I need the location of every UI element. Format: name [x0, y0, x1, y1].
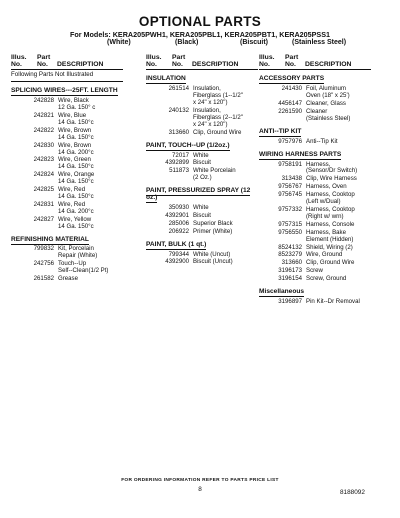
variant-stainless: (Stainless Steel)	[292, 39, 347, 46]
section-title-text: PAINT, PRESSURIZED SPRAY (12 oz.)	[146, 187, 251, 202]
part-row	[259, 222, 371, 229]
part-row	[11, 143, 123, 157]
section-title	[146, 242, 258, 249]
description-line: Harness, Bake	[306, 228, 346, 236]
part-description	[306, 139, 371, 146]
description-line: Harness, Console	[306, 220, 355, 228]
part-number: 4456147	[278, 100, 302, 108]
part-number: 3196897	[278, 297, 302, 305]
header-row-2	[11, 61, 123, 68]
description-line: Harness, Cooktop	[306, 191, 355, 199]
part-row	[259, 184, 371, 191]
description-line: Cleaner	[306, 108, 328, 116]
description-line: Harness, Cooktop	[306, 206, 355, 213]
part-number: 9758191	[278, 160, 302, 168]
part-row	[146, 229, 258, 236]
part-row	[259, 109, 371, 123]
part-number: 72017	[172, 151, 189, 159]
part-row	[146, 205, 258, 212]
description-line: Self--Clean(1/2 Pt)	[58, 267, 109, 275]
part-description	[58, 202, 123, 216]
part-description	[306, 245, 371, 252]
variant-black: (Black)	[175, 39, 199, 46]
description-line: Grease	[58, 275, 78, 283]
part-number: 242827	[33, 215, 54, 223]
description-line: Wire, Brown	[58, 141, 92, 149]
part-number: 242825	[33, 186, 54, 194]
part-number: 242831	[33, 200, 54, 208]
description-line: Insulation,	[193, 107, 221, 115]
part-row	[146, 86, 258, 107]
description-line: Oven (18" x 25')	[306, 92, 350, 100]
part-number: 9756550	[278, 228, 302, 236]
header-no: No.	[259, 61, 270, 69]
variant-white: (White)	[107, 39, 131, 46]
part-number: 242821	[33, 112, 54, 120]
description-line: Biscuit	[193, 211, 211, 219]
description-line: Wire, Green	[58, 156, 91, 164]
part-number: 8524132	[278, 243, 302, 251]
description-line: Biscuit	[193, 159, 211, 167]
description-line: (2 Oz.)	[193, 174, 212, 182]
description-line: Foil, Aluminum	[306, 85, 346, 93]
part-description	[306, 276, 371, 283]
part-row	[259, 252, 371, 259]
part-number: 4392901	[165, 211, 189, 219]
header-row-1	[146, 54, 258, 61]
part-row	[146, 108, 258, 129]
part-number: 206922	[168, 227, 189, 235]
part-number: 313660	[168, 128, 189, 136]
header-no: No.	[37, 61, 48, 69]
description-line: Clip, Ground Wire	[306, 259, 355, 267]
description-line: Kit, Porcelain	[58, 245, 94, 253]
part-number: 9756745	[278, 191, 302, 199]
section-title	[11, 88, 123, 95]
part-description	[58, 217, 123, 231]
part-row	[259, 101, 371, 108]
header-description: DESCRIPTION	[57, 61, 104, 69]
part-number: 511873	[169, 167, 189, 175]
header-illus: Illus.	[259, 54, 275, 61]
part-number: 261582	[33, 275, 54, 283]
part-description	[193, 153, 258, 160]
description-line: 14 Ga. 150°c	[58, 118, 94, 126]
page-number: 8	[198, 486, 202, 493]
description-line: Touch--Up	[58, 260, 87, 268]
section-title	[259, 289, 371, 296]
part-row	[11, 261, 123, 275]
part-row	[146, 221, 258, 228]
description-line: Clip, Ground Wire	[193, 128, 242, 136]
part-description	[193, 205, 258, 212]
description-line: Primer (White)	[193, 227, 233, 235]
part-description	[193, 168, 258, 182]
description-line: Wire, Blue	[58, 112, 87, 120]
description-line: Harness,	[306, 160, 331, 168]
part-row	[259, 207, 371, 221]
description-line: Insulation,	[193, 85, 221, 93]
part-row	[11, 157, 123, 171]
header-row-2	[259, 61, 371, 68]
part-description	[306, 162, 371, 176]
section-title	[259, 152, 371, 159]
part-number: 313438	[281, 175, 302, 183]
part-number: 242824	[33, 171, 54, 179]
description-line: White	[193, 204, 209, 211]
not-illustrated-note: Following Parts Not Illustrated	[11, 72, 123, 82]
part-number: 241430	[281, 85, 302, 93]
part-row	[259, 139, 371, 146]
section-title-text: REFINISHING MATERIAL	[11, 235, 89, 243]
part-row	[11, 128, 123, 142]
header-part: Part	[172, 54, 186, 61]
part-number: 3196154	[278, 275, 302, 283]
part-description	[58, 113, 123, 127]
part-row	[146, 168, 258, 182]
part-row	[11, 113, 123, 127]
ordering-note: FOR ORDERING INFORMATION REFER TO PARTS PRICE LIST	[121, 478, 279, 483]
page-title: OPTIONAL PARTS	[138, 14, 262, 29]
part-number: 240132	[168, 107, 189, 115]
section-title-text: INSULATION	[146, 75, 186, 83]
part-row	[146, 259, 258, 266]
column-1	[11, 54, 123, 283]
description-line: x 24" x 120")	[193, 99, 228, 107]
part-description	[306, 86, 371, 100]
part-number: 9757976	[278, 137, 302, 145]
description-line: 14 Ga. 150°c	[58, 222, 94, 230]
part-row	[259, 276, 371, 283]
part-description	[193, 108, 258, 129]
description-line: Screw, Ground	[306, 275, 347, 283]
header-illus: Illus.	[146, 54, 162, 61]
description-line: Fiberglass (2--1/2"	[193, 113, 243, 121]
description-line: Fiberglass (1--1/2"	[193, 92, 243, 100]
part-row	[11, 187, 123, 201]
description-line: 12 Ga. 150° c	[58, 104, 96, 112]
part-row	[259, 245, 371, 252]
part-number: 2261590	[278, 108, 302, 116]
part-description	[193, 229, 258, 236]
section-title	[11, 237, 123, 244]
description-line: (Left w/Dual)	[306, 198, 341, 206]
part-row	[146, 153, 258, 160]
part-number: 9757315	[278, 220, 302, 228]
header-no: No.	[11, 61, 22, 69]
part-row	[259, 230, 371, 244]
part-number: 8523279	[278, 251, 302, 259]
part-description	[193, 130, 258, 137]
section-title-text: WIRING HARNESS PARTS	[259, 150, 342, 158]
part-row	[11, 217, 123, 231]
section-title-text: PAINT, TOUCH--UP (1/2oz.)	[146, 141, 230, 149]
part-number: 242756	[33, 260, 54, 268]
part-number: 9756767	[278, 183, 302, 191]
description-line: Wire, Brown	[58, 126, 92, 134]
part-number: 242830	[33, 141, 54, 149]
description-line: Pin Kit--Dr Removal	[306, 297, 360, 305]
header-part: Part	[285, 54, 299, 61]
description-line: Clip, Wire Harness	[306, 175, 357, 183]
section-title	[146, 143, 258, 150]
part-number: 313660	[281, 259, 302, 267]
header-row-1	[11, 54, 123, 61]
part-description	[58, 246, 123, 260]
part-number: 4392900	[165, 258, 189, 266]
part-row	[11, 246, 123, 260]
part-row	[11, 202, 123, 216]
part-row	[259, 299, 371, 306]
part-description	[58, 172, 123, 186]
part-number: 799832	[33, 245, 54, 253]
part-description	[306, 230, 371, 244]
description-line: 14 Ga. 200°c	[58, 207, 94, 215]
part-number: 799344	[168, 250, 189, 258]
part-description	[306, 184, 371, 191]
part-number: 242823	[33, 156, 54, 164]
description-line: Screw	[306, 267, 323, 275]
description-line: 14 Ga. 200°c	[58, 148, 94, 156]
description-line: Wire, Black	[58, 97, 89, 105]
description-line: Biscuit (Uncut)	[193, 258, 233, 266]
part-description	[58, 187, 123, 201]
description-line: Wire, Ground	[306, 251, 343, 259]
description-line: White	[193, 151, 209, 159]
description-line: 14 Ga. 150°c	[58, 133, 94, 141]
section-title	[259, 129, 371, 136]
part-number: 4392899	[165, 159, 189, 167]
header-description: DESCRIPTION	[305, 61, 352, 69]
description-line: White Porcelain	[193, 167, 236, 175]
part-description	[306, 109, 371, 123]
description-line: (Stainless Steel)	[306, 114, 351, 122]
description-line: 14 Ga. 150°c	[58, 163, 94, 171]
part-row	[259, 260, 371, 267]
part-row	[259, 268, 371, 275]
part-description	[306, 268, 371, 275]
part-description	[58, 128, 123, 142]
column-header	[259, 54, 371, 70]
part-number: 242828	[33, 97, 54, 105]
document-number: 8188092	[340, 489, 365, 496]
part-description	[306, 176, 371, 183]
part-row	[11, 172, 123, 186]
part-number: 261514	[168, 85, 189, 93]
part-row	[11, 98, 123, 112]
description-line: Wire, Yellow	[58, 215, 92, 223]
part-row	[146, 252, 258, 259]
description-line: Shield, Wiring (2)	[306, 243, 353, 251]
column-3	[259, 54, 371, 306]
description-line: Cleaner, Glass	[306, 100, 346, 108]
header-no: No.	[146, 61, 157, 69]
part-row	[146, 213, 258, 220]
column-2	[146, 54, 258, 266]
part-row	[259, 162, 371, 176]
header-no: No.	[172, 61, 183, 69]
description-line: x 24" x 120")	[193, 120, 228, 128]
description-line: Anti--Tip Kit	[306, 137, 338, 145]
header-row-1	[259, 54, 371, 61]
section-title-text: Miscellaneous	[259, 288, 305, 296]
part-description	[306, 101, 371, 108]
description-line: Repair (White)	[58, 252, 98, 260]
part-number: 350930	[168, 204, 189, 211]
header-row-2	[146, 61, 258, 68]
description-line: (Sensor/Dr Switch)	[306, 167, 358, 175]
section-title-text: PAINT, BULK (1 qt.)	[146, 240, 207, 248]
part-number: 242822	[33, 126, 54, 134]
part-description	[58, 143, 123, 157]
part-description	[193, 213, 258, 220]
header-illus: Illus.	[11, 54, 27, 61]
part-description	[306, 192, 371, 206]
section-title-text: ACCESSORY PARTS	[259, 75, 325, 83]
description-line: Wire, Red	[58, 186, 86, 194]
section-title	[259, 76, 371, 83]
part-row	[259, 192, 371, 206]
part-description	[193, 221, 258, 228]
part-description	[193, 160, 258, 167]
description-line: (Right w/ wrn)	[306, 212, 344, 220]
part-description	[58, 157, 123, 171]
part-description	[306, 299, 371, 306]
description-line: Harness, Oven	[306, 183, 347, 191]
part-description	[58, 261, 123, 275]
description-line: Superior Black	[193, 219, 233, 227]
section-title-text: SPLICING WIRES---25FT. LENGTH	[11, 87, 118, 95]
part-number: 3196173	[278, 267, 302, 275]
column-header	[11, 54, 123, 70]
part-description	[306, 260, 371, 267]
part-description	[306, 252, 371, 259]
part-number: 9757332	[278, 206, 302, 213]
part-description	[193, 86, 258, 107]
part-row	[259, 86, 371, 100]
part-description	[58, 98, 123, 112]
description-line: White (Uncut)	[193, 250, 231, 258]
section-title-text: ANTI--TIP KIT	[259, 127, 302, 135]
part-row	[146, 160, 258, 167]
part-number: 285006	[168, 219, 189, 227]
part-row	[146, 130, 258, 137]
part-row	[259, 176, 371, 183]
description-line: 14 Ga. 150°c	[58, 193, 94, 200]
description-line: Wire, Red	[58, 200, 86, 208]
header-part: Part	[37, 54, 51, 61]
models-line: For Models: KERA205PWH1, KERA205PBL1, KERA205PBT1, KERA205PSS1	[69, 30, 331, 39]
part-row	[11, 276, 123, 283]
part-description	[193, 252, 258, 259]
header-description: DESCRIPTION	[192, 61, 239, 69]
description-line: 14 Ga. 150°c	[58, 178, 94, 186]
section-title	[146, 188, 258, 202]
variant-biscuit: (Biscuit)	[240, 39, 268, 46]
part-description	[306, 207, 371, 221]
part-description	[193, 259, 258, 266]
column-header	[146, 54, 258, 70]
part-description	[58, 276, 123, 283]
description-line: Wire, Orange	[58, 171, 95, 179]
header-no: No.	[285, 61, 296, 69]
description-line: Element (Hidden)	[306, 235, 354, 243]
section-title	[146, 76, 258, 83]
part-description	[306, 222, 371, 229]
